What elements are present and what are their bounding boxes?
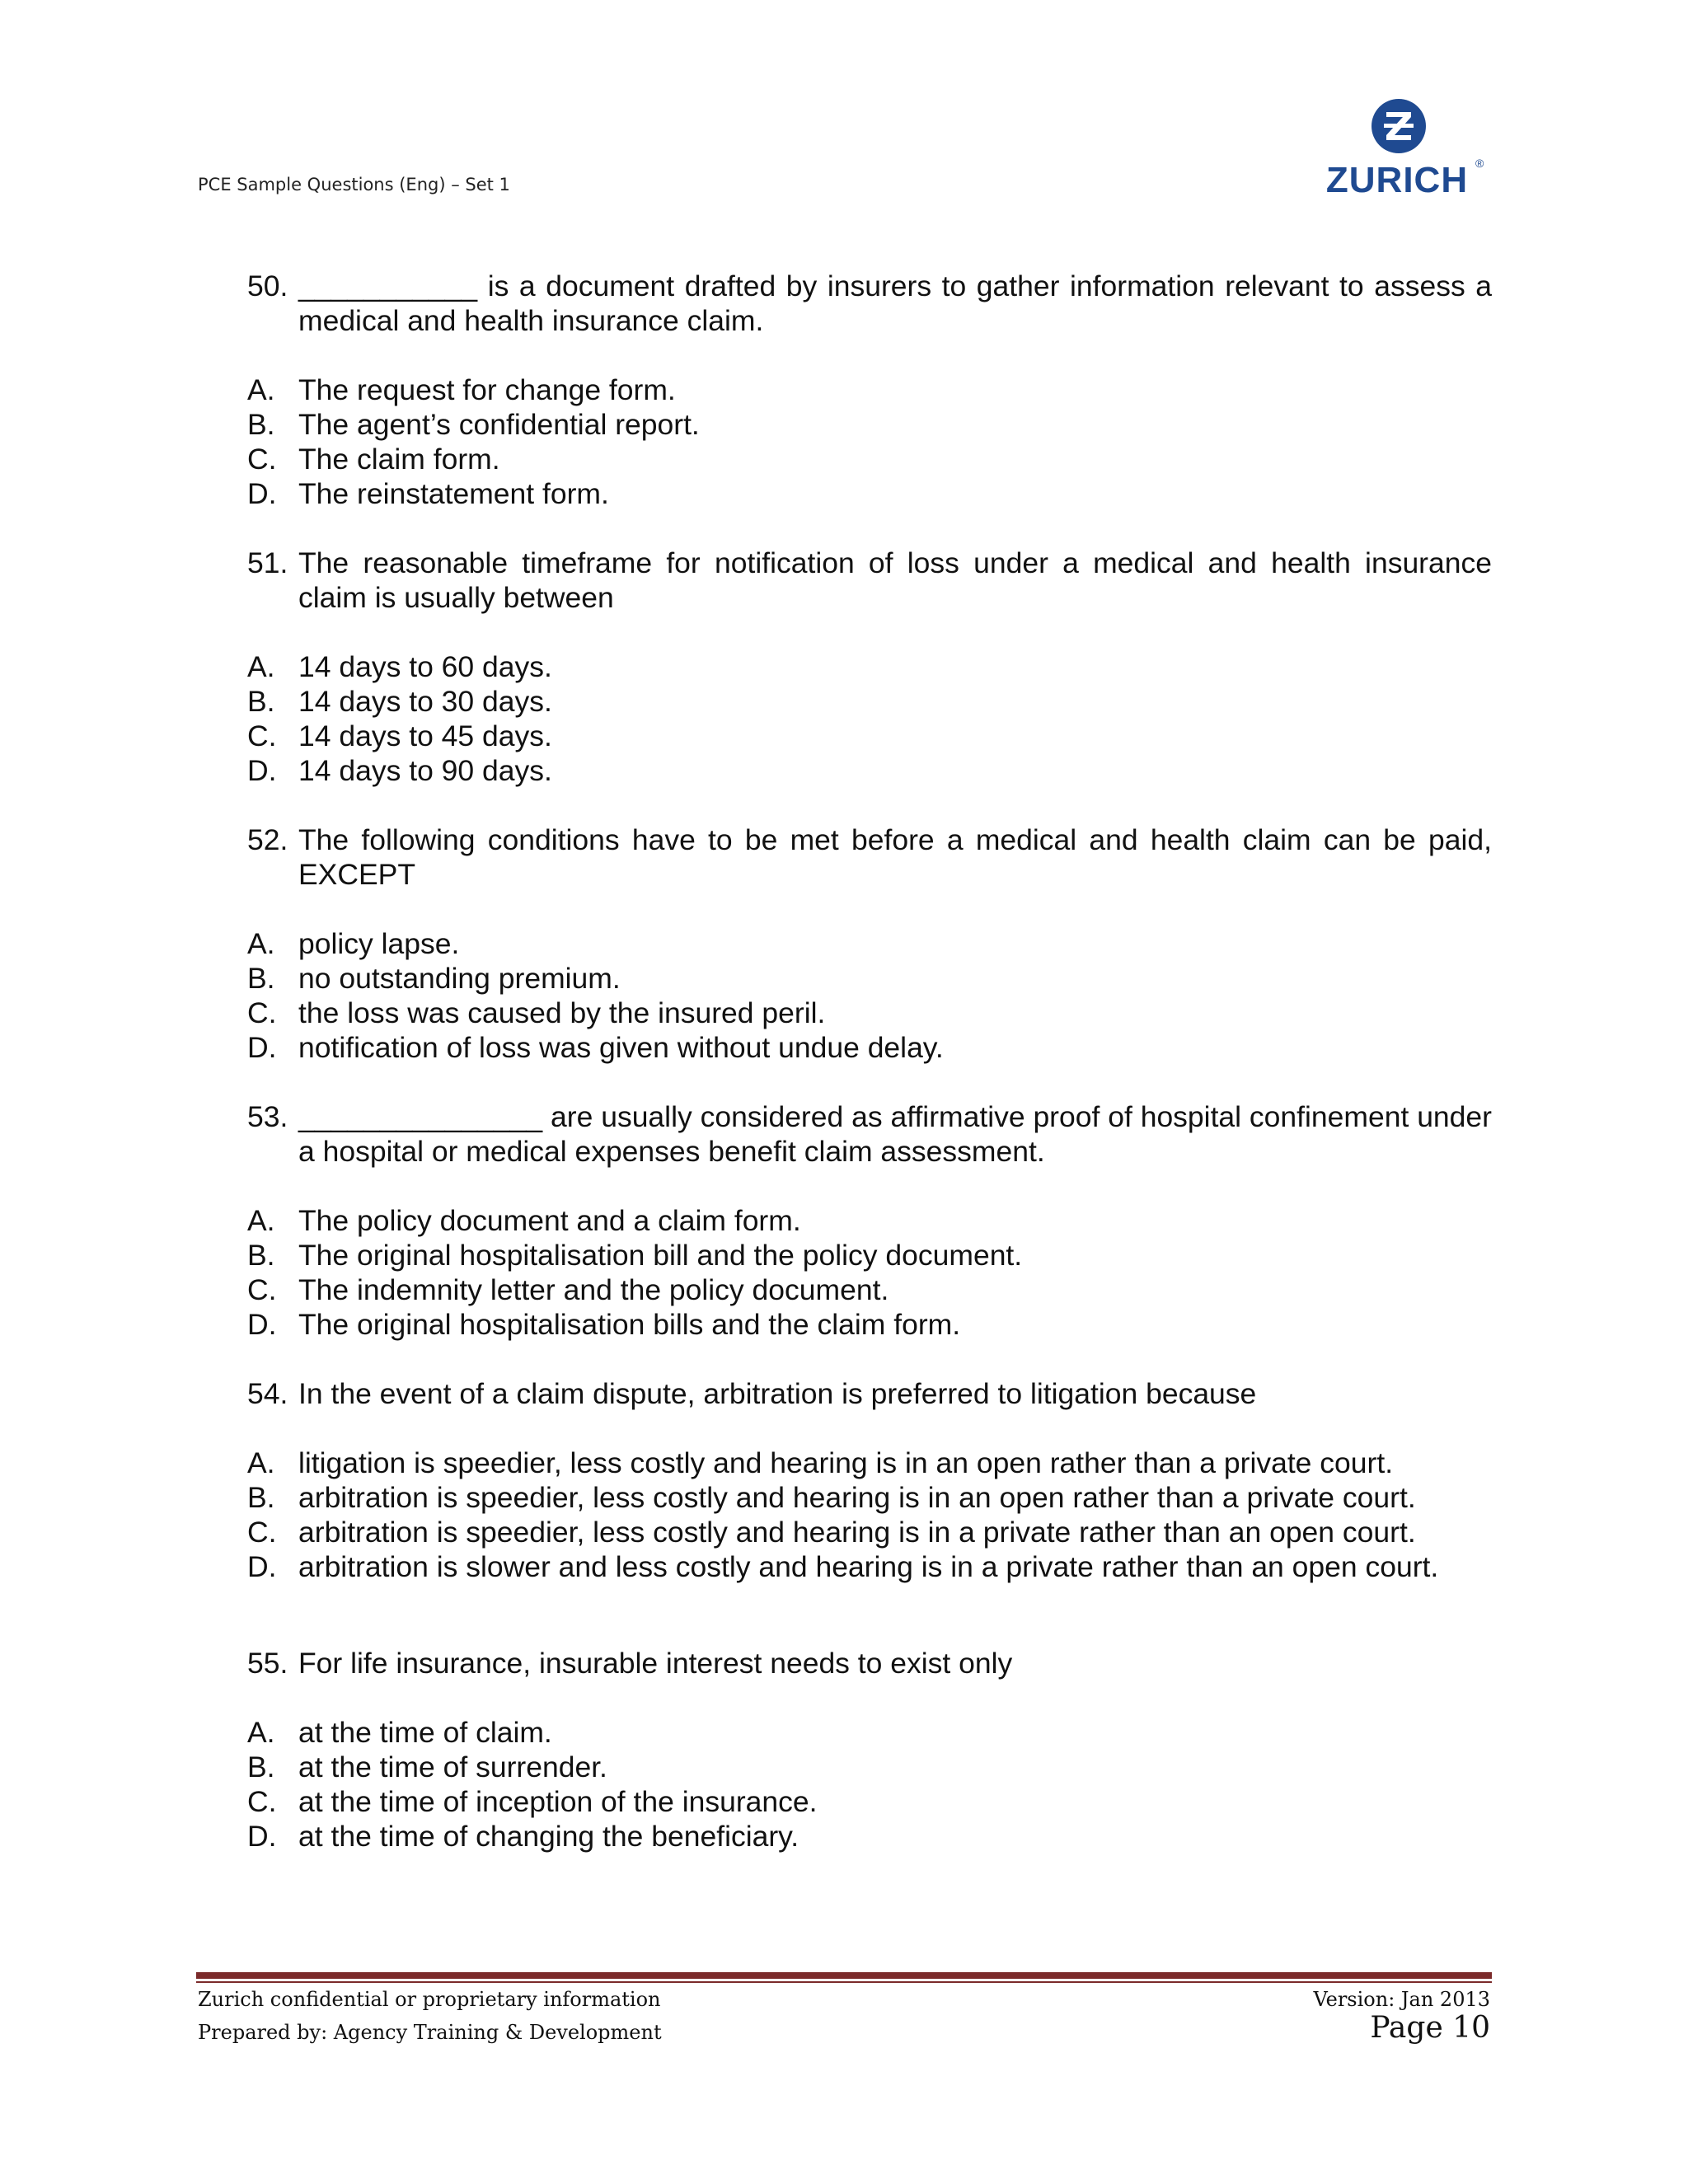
question-text: ___________ is a document drafted by insurers to gather information relevant to assess a medical and health insurance claim. [298, 269, 1492, 337]
answer-option [247, 753, 1492, 788]
answer-option [247, 1819, 1492, 1854]
registered-mark: ® [1475, 157, 1484, 170]
answer-option [247, 1784, 1492, 1819]
option-text: The policy document and a claim form. [298, 1204, 801, 1237]
document-header-title: PCE Sample Questions (Eng) – Set 1 [198, 175, 510, 194]
question-block [247, 1099, 1492, 1342]
option-letter: A. [247, 373, 275, 406]
option-text: 14 days to 60 days. [298, 650, 552, 683]
option-text: 14 days to 30 days. [298, 685, 552, 718]
option-text: arbitration is slower and less costly and hearing is in a private rather than an open court. [298, 1550, 1439, 1583]
option-text: at the time of inception of the insurance. [298, 1785, 818, 1818]
option-text: arbitration is speedier, less costly and hearing is in an open rather than a private court. [298, 1481, 1416, 1514]
answer-option [247, 1203, 1492, 1238]
option-text: the loss was caused by the insured peril. [298, 996, 826, 1029]
option-text: The agent’s confidential report. [298, 408, 700, 441]
question-block [247, 269, 1492, 511]
option-letter: D. [247, 754, 277, 787]
zurich-logo-wordmark: ZURICH [1325, 160, 1469, 200]
question-number: 51. [247, 546, 288, 579]
answer-option [247, 1715, 1492, 1750]
answer-option [247, 407, 1492, 442]
option-text: The indemnity letter and the policy document. [298, 1273, 889, 1306]
answer-options [247, 1203, 1492, 1342]
question-text: In the event of a claim dispute, arbitration is preferred to litigation because [298, 1377, 1257, 1410]
answer-option [247, 1307, 1492, 1342]
answer-options [247, 649, 1492, 788]
answer-option [247, 1480, 1492, 1515]
option-letter: B. [247, 1750, 275, 1783]
question-list [247, 269, 1492, 1888]
footer-confidential: Zurich confidential or proprietary information [198, 1988, 661, 2011]
question-block [247, 823, 1492, 1065]
answer-option [247, 1238, 1492, 1272]
answer-option [247, 926, 1492, 961]
zurich-logo [1319, 97, 1484, 200]
question-block [247, 1646, 1492, 1854]
option-text: policy lapse. [298, 927, 460, 960]
option-text: at the time of surrender. [298, 1750, 607, 1783]
answer-option [247, 961, 1492, 996]
answer-option [247, 996, 1492, 1030]
option-letter: B. [247, 962, 275, 995]
option-text: The original hospitalisation bill and the policy document. [298, 1239, 1023, 1272]
option-letter: B. [247, 1481, 275, 1514]
question-block [247, 546, 1492, 788]
option-letter: A. [247, 650, 275, 683]
footer-prepared-by: Prepared by: Agency Training & Development [198, 2021, 662, 2044]
question-stem [247, 823, 1492, 892]
answer-option [247, 1030, 1492, 1065]
question-number: 52. [247, 823, 288, 856]
answer-option [247, 442, 1492, 476]
option-letter: C. [247, 1273, 277, 1306]
option-text: arbitration is speedier, less costly and hearing is in a private rather than an open court. [298, 1516, 1416, 1549]
question-stem [247, 269, 1492, 338]
option-text: at the time of changing the beneficiary. [298, 1820, 799, 1853]
question-stem [247, 1646, 1492, 1680]
option-text: notification of loss was given without undue delay. [298, 1031, 944, 1064]
answer-options [247, 1715, 1492, 1854]
answer-option [247, 1446, 1492, 1480]
option-text: 14 days to 45 days. [298, 719, 552, 752]
question-number: 54. [247, 1377, 288, 1410]
answer-option [247, 1515, 1492, 1549]
option-text: The original hospitalisation bills and the claim form. [298, 1308, 961, 1341]
question-text: The following conditions have to be met before a medical and health claim can be paid, EXCEPT [298, 823, 1492, 891]
answer-option [247, 476, 1492, 511]
answer-option [247, 649, 1492, 684]
question-text: The reasonable timeframe for notification of loss under a medical and health insurance claim is usually between [298, 546, 1492, 614]
answer-option [247, 1272, 1492, 1307]
option-letter: C. [247, 443, 277, 476]
question-stem [247, 546, 1492, 615]
option-letter: A. [247, 1204, 275, 1237]
option-letter: B. [247, 1239, 275, 1272]
option-text: The claim form. [298, 443, 500, 476]
footer-rule-thick [196, 1972, 1492, 1979]
option-letter: B. [247, 408, 275, 441]
answer-option [247, 1549, 1492, 1584]
question-stem [247, 1376, 1492, 1411]
option-letter: A. [247, 1446, 275, 1479]
option-letter: D. [247, 1550, 277, 1583]
option-letter: D. [247, 1820, 277, 1853]
zurich-logo-icon [1370, 97, 1428, 155]
option-letter: C. [247, 719, 277, 752]
footer-rule-thin [196, 1981, 1492, 1983]
answer-option [247, 373, 1492, 407]
option-letter: A. [247, 927, 275, 960]
answer-options [247, 373, 1492, 511]
answer-option [247, 719, 1492, 753]
question-text: For life insurance, insurable interest needs to exist only [298, 1647, 1013, 1680]
option-letter: D. [247, 477, 277, 510]
option-text: 14 days to 90 days. [298, 754, 552, 787]
option-letter: C. [247, 1516, 277, 1549]
question-number: 55. [247, 1647, 288, 1680]
option-text: litigation is speedier, less costly and hearing is in an open rather than a private court. [298, 1446, 1394, 1479]
question-number: 50. [247, 269, 288, 302]
answer-options [247, 926, 1492, 1065]
footer-version: Version: Jan 2013 [1313, 1988, 1490, 2011]
option-text: The reinstatement form. [298, 477, 609, 510]
footer-page-number: Page 10 [1370, 2011, 1490, 2045]
option-letter: B. [247, 685, 275, 718]
question-text: _______________ are usually considered as affirmative proof of hospital confinement under a hospital or medical expenses benefit claim assessment. [298, 1100, 1492, 1168]
option-text: no outstanding premium. [298, 962, 621, 995]
answer-options [247, 1446, 1492, 1584]
question-stem [247, 1099, 1492, 1169]
question-number: 53. [247, 1100, 288, 1133]
option-letter: A. [247, 1716, 275, 1749]
question-block [247, 1376, 1492, 1584]
option-text: at the time of claim. [298, 1716, 552, 1749]
option-text: The request for change form. [298, 373, 676, 406]
answer-option [247, 1750, 1492, 1784]
option-letter: D. [247, 1031, 277, 1064]
option-letter: C. [247, 1785, 277, 1818]
option-letter: D. [247, 1308, 277, 1341]
option-letter: C. [247, 996, 277, 1029]
answer-option [247, 684, 1492, 719]
